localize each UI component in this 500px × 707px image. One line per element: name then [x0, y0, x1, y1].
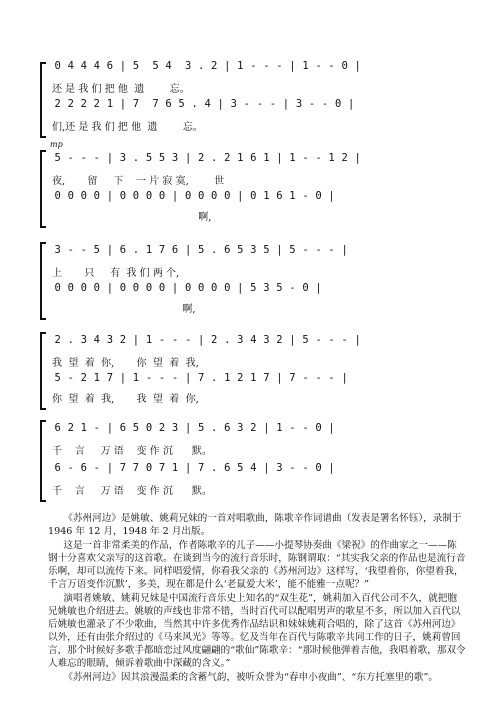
article-text [48, 512, 466, 685]
lyrics-line: 啊, [52, 212, 212, 223]
notes-line: 6 2 1 - | 6 5 0 2 3 | 5 . 6 3 2 | 1 - - 0 | [48, 422, 335, 434]
lyrics-line: 你 望 着 我, 我 望 着 你, [52, 394, 199, 405]
notes-line: 5 - 2 1 7 | 1 - - - | 7 . 1 2 1 7 | 7 - - - | [48, 372, 348, 384]
lyrics-line: 千 言 万 语 变 作 沉 默。 [52, 486, 212, 497]
paragraph: 《苏州河边》因其浪漫温柔的含蓄气韵，被听众誉为“春申小夜曲”、“东方托塞里的歌”。 [63, 672, 438, 683]
notes-line: 5 - - - | 3 . 5 5 3 | 2 . 2 1 6 1 | 1 - - 1 2 | [48, 152, 362, 164]
lyrics-line: 上 只 有 我 们 两 个, [52, 268, 180, 279]
system-bracket [40, 62, 46, 138]
system-bracket [40, 242, 46, 320]
paragraph: 这是一首非常柔美的作品，作者陈歌辛的儿子——小提琴协奏曲《梁祝》的作曲家之一——陈钢十分喜欢父亲写的这首歌。在谈到当今的流行音乐时，陈钢谓取：“其实我父亲的作品也是流行音乐啊，却可以流传下来。同样唱爱情，你看我父亲的《苏州河边》这样写，‘我望着你，你望着我，千言万语变作沉默’，多美，现在都是什么‘老鼠爱大米’，能不能雅一点呢？” [48, 540, 466, 590]
notes-line: 2 2 2 2 1 | 7 7 6 5 . 4 | 3 - - - | 3 - - 0 | [48, 98, 355, 110]
notes-line: 6 - 6 - | 7 7 0 7 1 | 7 . 6 5 4 | 3 - - 0 | [48, 462, 335, 474]
system-bracket [40, 150, 46, 228]
music-system-2 [48, 142, 466, 228]
notes-line: 0 0 0 0 | 0 0 0 0 | 0 0 0 0 | 0 1 6 1 - 0 | [48, 190, 335, 202]
paragraph: 《苏州河边》是姚敏、姚莉兄妹的一首对唱歌曲，陈歌辛作词谱曲（发表是署名怀钰），录制于 1946 年 12 月，1948 年 2 月出版。 [48, 513, 462, 537]
music-system-3 [48, 238, 466, 320]
lyrics-line: 们,还 是 我 们 把 他 遗 忘。 [52, 122, 203, 133]
lyrics-line: 啊, [52, 304, 196, 315]
notes-line: 3 - - 5 | 6 . 1 7 6 | 5 . 6 5 3 5 | 5 - - - | [48, 244, 348, 256]
notes-line: 2 . 3 4 3 2 | 1 - - - | 2 . 3 4 3 2 | 5 - - - | [48, 334, 362, 346]
lyrics-line: 夜, 留 下 一 片 寂 寞, 世 [52, 176, 225, 187]
paragraph: 演唱者姚敏、姚莉兄妹是中国流行音乐史上知名的“双生花”，姚莉加入百代公司不久，就把胞兄姚敏也介绍进去。姚敏的声线也非常不错，当时百代可以配唱男声的歌星不多，所以加入百代以后姚敏也灌录了不少歌曲，当然其中许多优秀作品结识和妹妹姚莉合唱的，除了这首《苏州河边》以外，还有由张介绍过的《马来风光》等等。忆及当年在百代与陈歌辛共同工作的日子，姚莉曾回言，那个时候好多歌手都暗恋过风度翩翩的“歌仙”陈歌辛：“那时候他弹着吉他，我唱着歌，那双令人难忘的眼睛，倾诉着歌曲中深藏的含义。” [48, 593, 466, 669]
dynamic-mark: mp [50, 140, 63, 149]
lyrics-line: 千 言 万 语 变 作 沉 默。 [52, 446, 212, 457]
notes-line: 0 0 0 0 | 0 0 0 0 | 0 0 0 0 | 5 3 5 - 0 | [48, 282, 322, 294]
music-system-4 [48, 328, 466, 410]
lyrics-line: 还 是 我 们 把 他 遗 忘。 [52, 84, 190, 95]
music-system-5 [48, 416, 466, 502]
system-bracket [40, 332, 46, 410]
lyrics-line: 我 望 着 你, 你 望 着 我, [52, 358, 199, 369]
notes-line: 0 4 4 4 6 | 5 5 4 3 . 2 | 1 - - - | 1 - - 0 | [48, 60, 362, 72]
system-bracket [40, 420, 46, 502]
music-system-1 [48, 58, 466, 138]
